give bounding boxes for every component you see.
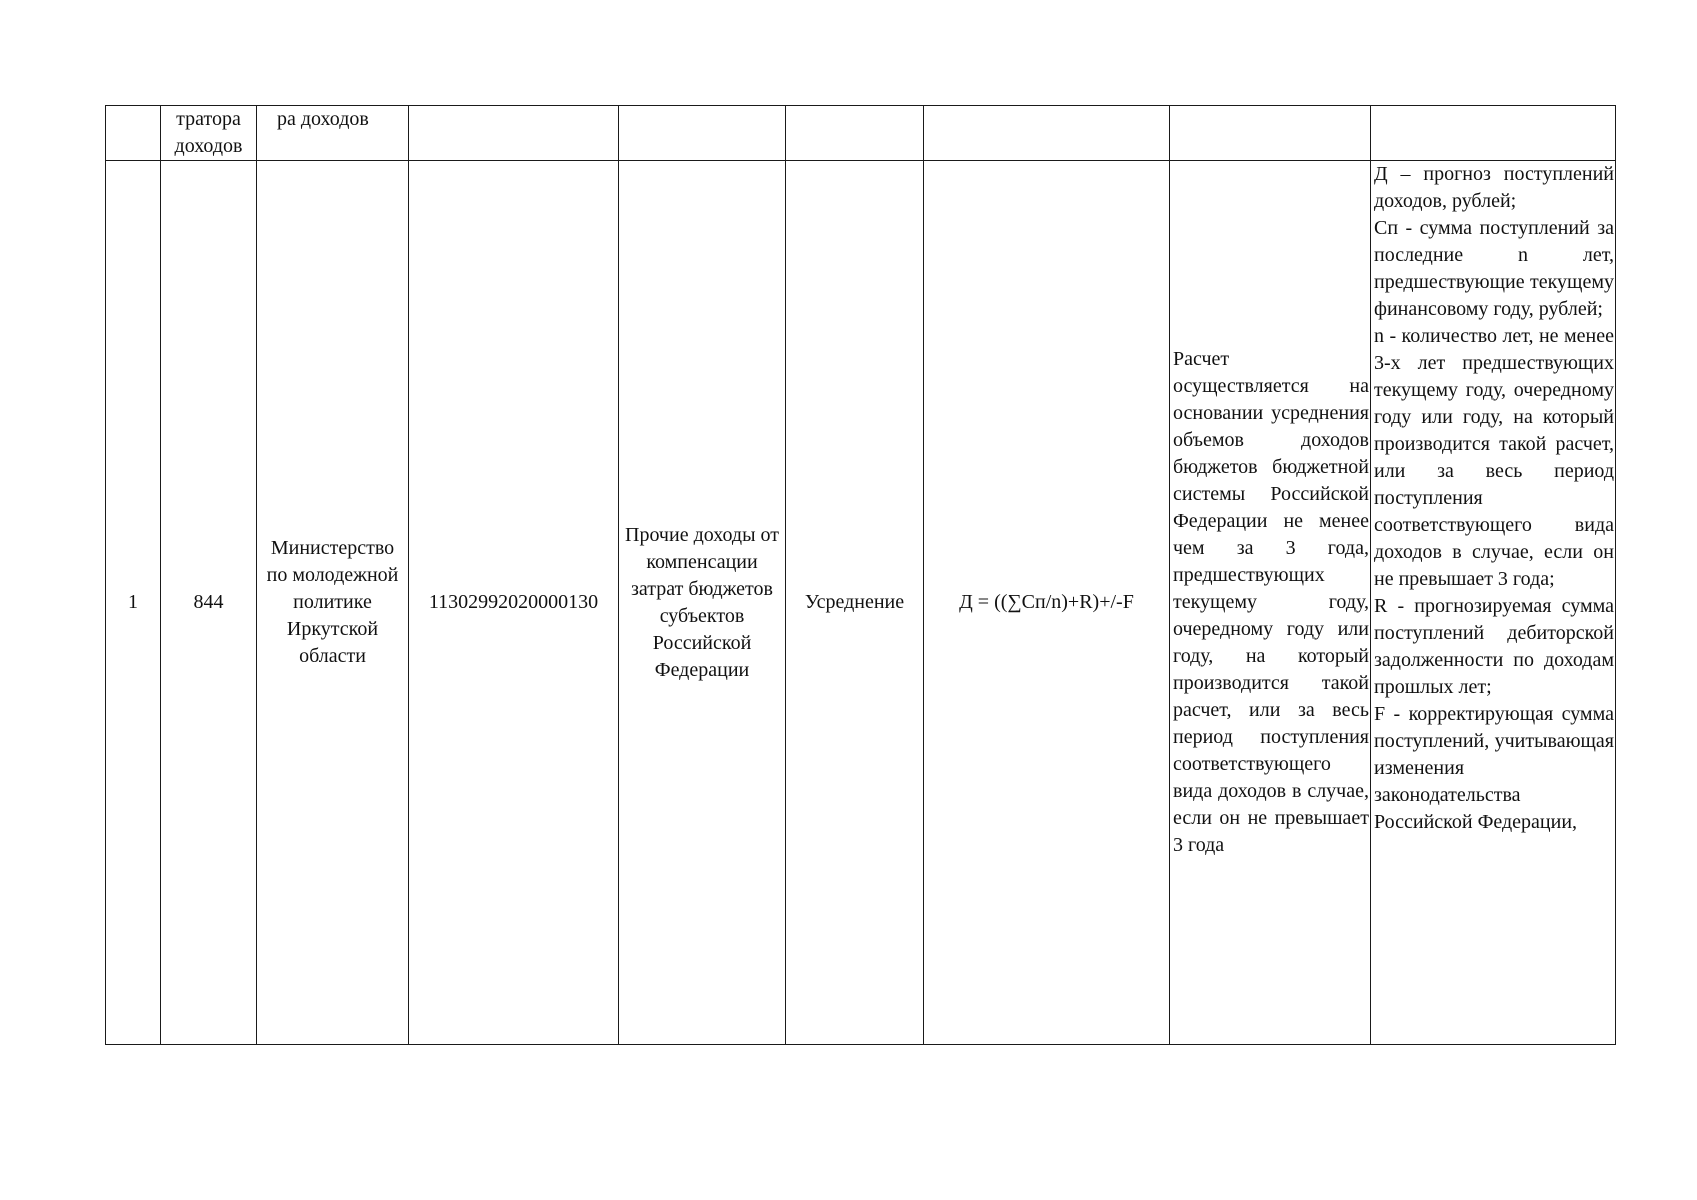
calc-method: Усреднение — [786, 161, 924, 1045]
header-cell-admin-name: ра доходов — [257, 106, 409, 161]
header-cell-admin-code: тратора доходов — [161, 106, 257, 161]
header-cell-4 — [409, 106, 619, 161]
legend-item-r: R - прогнозируемая сумма поступлений дебиторской задолженности по доходам прошлых лет; — [1374, 595, 1614, 698]
header-cell-5 — [619, 106, 786, 161]
formula: Д = ((∑Сп/n)+R)+/-F — [924, 161, 1170, 1045]
legend-item-sp: Сп - сумма поступлений за последние n лет, предшествующие текущему финансовому году, рублей; — [1374, 217, 1614, 320]
header-cell-7 — [924, 106, 1170, 161]
admin-code: 844 — [161, 161, 257, 1045]
admin-name: Министерство по молодежной политике Иркутской области — [257, 161, 409, 1045]
header-cell-1 — [106, 106, 161, 161]
header-cell-8 — [1170, 106, 1371, 161]
income-name: Прочие доходы от компенсации затрат бюджетов субъектов Российской Федерации — [619, 161, 786, 1045]
legend-item-n: n - количество лет, не менее 3-х лет предшествующих текущему году, очередному году или году, на который производится такой расчет, или за весь период поступления соответствующего вида доходов в случае, если он не превышает 3 года; — [1374, 325, 1614, 590]
table-row — [106, 161, 1616, 1045]
income-forecast-table — [105, 105, 1616, 1045]
method-description: Расчет осуществляется на основании усреднения объемов доходов бюджетов бюджетной системы Российской Федерации не менее чем за 3 года, предшествующих текущему году, очередному году или году, на который производится такой расчет, или за весь период поступления соответствующего вида доходов в случае, если он не превышает 3 года — [1170, 161, 1371, 1045]
table-header-row — [106, 106, 1616, 161]
kbk-code: 11302992020000130 — [409, 161, 619, 1045]
legend-item-f: F - корректирующая сумма поступлений, учитывающая изменения законодательства Российской Федерации, — [1374, 703, 1614, 833]
legend-item-d: Д – прогноз поступлений доходов, рублей; — [1374, 163, 1614, 212]
header-cell-6 — [786, 106, 924, 161]
row-number: 1 — [106, 161, 161, 1045]
header-cell-9 — [1371, 106, 1616, 161]
formula-legend — [1371, 161, 1616, 1045]
